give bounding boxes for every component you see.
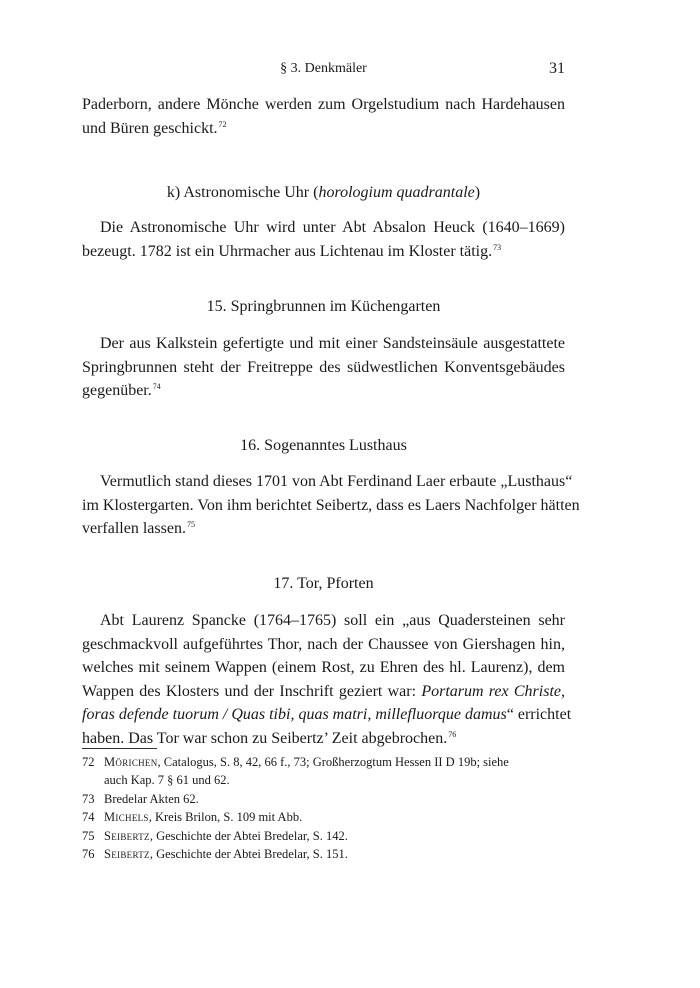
footnote-author: Seibertz [104, 828, 150, 843]
footnote-divider [82, 748, 157, 749]
heading-astronomische-uhr: k) Astronomische Uhr (horologium quadrantale) [166, 184, 481, 201]
text-line: und Büren geschickt.$^{72}$ [82, 119, 227, 137]
footnote-74: 74 Michels, Kreis Brilon, S. 109 mit Abb. [82, 810, 303, 825]
footnotes [82, 753, 565, 863]
footnote-75: 75 Seibertz, Geschichte der Abtei Bredelar, S. 142. [82, 828, 348, 843]
footnote-73: 73 Bredelar Akten 62. [82, 791, 199, 806]
text-line: gegenüber.$^{74}$ [82, 382, 161, 399]
paragraph-lusthaus [82, 470, 580, 543]
text-line: bezeugt. 1782 ist ein Uhrmacher aus Lichtenau im Kloster tätig.$^{73}$ [82, 242, 502, 260]
text-line: welches mit seinem Wappen (einem Rost, zu Ehren des hl. Laurenz), dem [82, 659, 565, 676]
text-line: Der aus Kalkstein gefertigte und mit einer Sandsteinsäule ausgestattete [100, 335, 565, 352]
footnote-ref: 72 [218, 119, 227, 129]
paragraph-springbrunnen [82, 332, 565, 405]
footnote-ref: 75 [186, 520, 195, 529]
heading-lusthaus: 16. Sogenanntes Lusthaus [240, 437, 407, 454]
text-line: Wappen des Klosters und der Inschrift geziert war: Portarum rex Christe, [82, 682, 566, 700]
paragraph-tor-pforten [82, 609, 572, 752]
text-line: Vermutlich stand dieses 1701 von Abt Ferdinand Laer erbaute „Lusthaus“ [100, 473, 573, 490]
text-line: Abt Laurenz Spancke (1764–1765) soll ein „aus Quadersteinen sehr [100, 612, 565, 629]
footnote-76: 76 Seibertz, Geschichte der Abtei Bredelar, S. 151. [82, 847, 348, 862]
footnote-72-continuation: auch Kap. 7 § 61 und 62. [104, 773, 230, 788]
text-line: haben. Das Tor war schon zu Seibertz’ Zeit abgebrochen.$^{76}$ [82, 729, 457, 747]
section-title: § 3. Denkmäler [280, 61, 367, 76]
footnote-72: 72 Mörichen, Catalogus, S. 8, 42, 66 f., 73; Großherzogtum Hessen II D 19b; siehe [82, 755, 509, 769]
text-line: Paderborn, andere Mönche werden zum Orgelstudium nach Hardehausen [82, 96, 565, 113]
footnote-ref: 76 [448, 729, 457, 739]
text-line: foras defende tuorum / Quas tibi, quas matri, millefluorque damus“ errichtet [82, 706, 572, 723]
text-line: verfallen lassen.$^{75}$ [82, 520, 195, 537]
page-number: 31 [549, 60, 565, 77]
text-line: Springbrunnen steht der Freitreppe des südwestlichen Konventsgebäudes [82, 358, 565, 376]
footnote-author: Michels [104, 810, 149, 825]
paragraph-astronomische-uhr [82, 216, 565, 265]
intro-paragraph [82, 93, 565, 142]
footnote-ref: 74 [152, 382, 161, 391]
text-line: geschmackvoll aufgeführtes Thor, nach der Chaussee von Giershagen hin, [82, 635, 565, 653]
heading-springbrunnen: 15. Springbrunnen im Küchengarten [206, 298, 441, 315]
footnote-author: Seibertz [104, 847, 150, 862]
footnote-author: Mörichen [104, 755, 158, 769]
footnote-ref: 73 [493, 242, 502, 252]
text-line: Die Astronomische Uhr wird unter Abt Absalon Heuck (1640–1669) [100, 219, 565, 236]
text-line: im Klostergarten. Von ihm berichtet Seibertz, dass es Laers Nachfolger hätten [82, 496, 580, 514]
heading-tor-pforten: 17. Tor, Pforten [273, 575, 374, 592]
